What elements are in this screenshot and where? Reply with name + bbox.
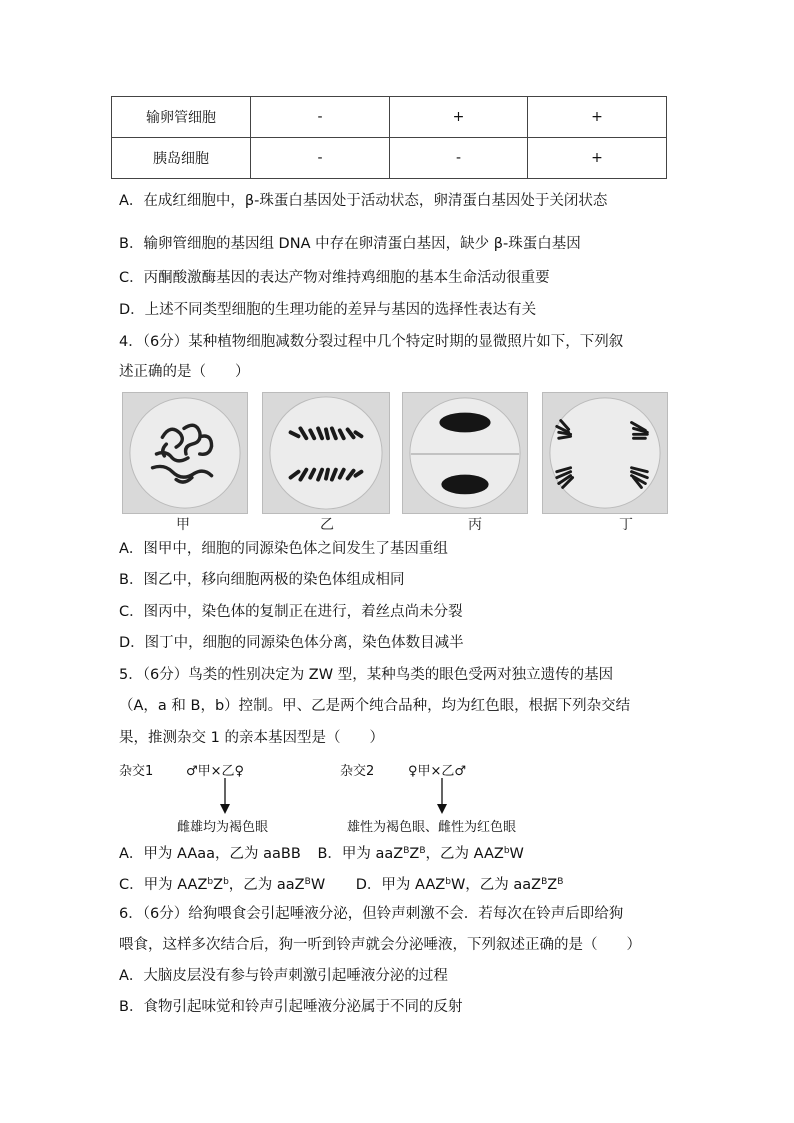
q3-option-c: C．丙酮酸激酶基因的表达产物对维持鸡细胞的基本生命活动很重要 <box>119 270 550 286</box>
caption-jia: 甲 <box>176 517 190 533</box>
table-cell: - <box>390 138 528 179</box>
table-cell: + <box>528 97 667 138</box>
q5-option-d: D．甲为 AAZ$^b$W，乙为 $aaZ^BZ^B$ <box>355 877 564 893</box>
micrograph-jia <box>122 392 248 514</box>
micrograph-bing <box>402 392 528 514</box>
micrograph-ding <box>542 392 668 514</box>
row-label: 输卵管细胞 <box>112 97 251 138</box>
q6-stem-line2: 喂食，这样多次结合后，狗一听到铃声就会分泌唾液，下列叙述正确的是（ ） <box>119 937 641 953</box>
q5-stem-line2: （A，a 和 B，b）控制。甲、乙是两个纯合品种，均为红色眼，根据下列杂交结 <box>119 698 631 714</box>
q4-stem-line2: 述正确的是（ ） <box>119 364 250 380</box>
table-cell: - <box>251 97 390 138</box>
cross1-label: 杂交1 <box>119 764 154 779</box>
q5-option-c: C．甲为 $AAZ^bZ^b$，乙为 aaZ$^B$W <box>119 877 326 893</box>
q4-option-c: C．图丙中，染色体的复制正在进行，着丝点尚未分裂 <box>119 604 463 620</box>
table-cell: + <box>390 97 528 138</box>
table-row <box>112 138 667 179</box>
q5-option-a <box>119 844 524 864</box>
gene-expression-table <box>111 96 667 179</box>
q3-option-b: B．输卵管细胞的基因组 DNA 中存在卵清蛋白基因，缺少 β-珠蛋白基因 <box>119 236 581 252</box>
q4-stem-line1: 4．（6分）某种植物细胞减数分裂过程中几个特定时期的显微照片如下，下列叙 <box>119 334 624 350</box>
cross2-parents: ♀甲×乙♂ <box>408 764 467 779</box>
q6-stem-line1: 6．（6分）给狗喂食会引起唾液分泌，但铃声刺激不会．若每次在铃声后即给狗 <box>119 906 624 922</box>
q5-stem-line1: 5．（6分）鸟类的性别决定为 ZW 型，某种鸟类的眼色受两对独立遗传的基因 <box>119 667 614 683</box>
q4-option-b: B．图乙中，移向细胞两极的染色体组成相同 <box>119 572 405 588</box>
q6-option-a: A．大脑皮层没有参与铃声刺激引起唾液分泌的过程 <box>119 968 448 984</box>
q3-option-d: D．上述不同类型细胞的生理功能的差异与基因的选择性表达有关 <box>119 302 537 318</box>
cross1-parents: ♂甲×乙♀ <box>186 764 245 779</box>
table-cell: - <box>251 138 390 179</box>
cross2-arrow <box>432 778 452 814</box>
q3-option-a: A．在成红细胞中，β-珠蛋白基因处于活动状态，卵清蛋白基因处于关闭状态 <box>119 193 608 209</box>
q5-option-a-text: A．甲为 AAaa，乙为 aaBB <box>119 846 301 862</box>
q4-option-a: A．图甲中，细胞的同源染色体之间发生了基因重组 <box>119 541 448 557</box>
cross1-arrow <box>215 778 235 814</box>
cross1-result: 雌雄均为褐色眼 <box>177 820 269 835</box>
caption-yi: 乙 <box>320 517 334 533</box>
q6-option-b: B．食物引起味觉和铃声引起唾液分泌属于不同的反射 <box>119 999 463 1015</box>
table-cell: + <box>528 138 667 179</box>
q4-option-d: D．图丁中，细胞的同源染色体分离，染色体数目减半 <box>119 635 464 651</box>
caption-ding: 丁 <box>619 517 633 533</box>
row-label: 胰岛细胞 <box>112 138 251 179</box>
q5-stem-line3: 果，推测杂交 1 的亲本基因型是（ ） <box>119 730 384 746</box>
q5-options-cd <box>119 875 563 895</box>
cross2-label: 杂交2 <box>340 764 375 779</box>
micrograph-yi <box>262 392 390 514</box>
cross2-result: 雄性为褐色眼、雌性为红色眼 <box>347 820 517 835</box>
table-row <box>112 97 667 138</box>
caption-bing: 丙 <box>468 517 482 533</box>
q5-option-b: B．甲为 $aaZ^BZ^B$，乙为 AAZ$^b$W <box>317 846 524 862</box>
